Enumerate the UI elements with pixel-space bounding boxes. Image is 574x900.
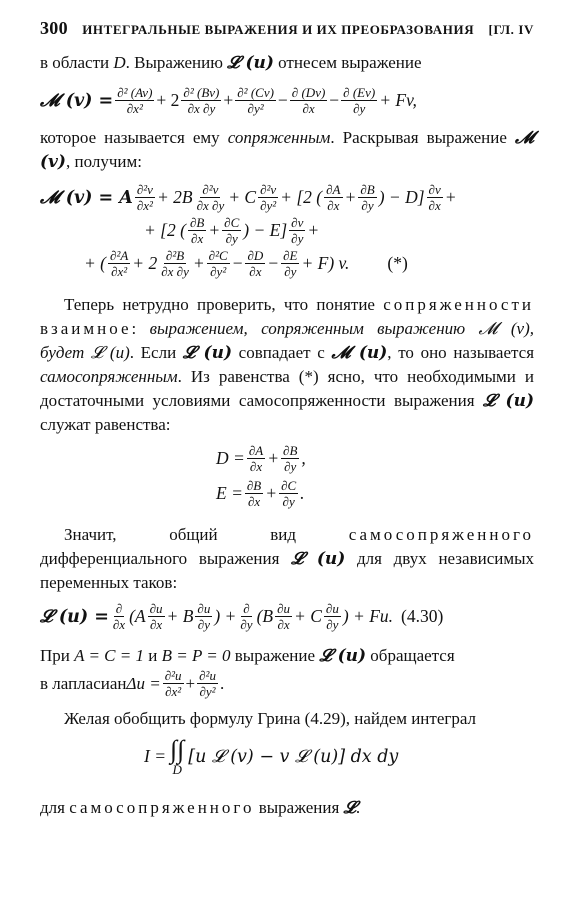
op: + C <box>294 606 322 626</box>
op: + <box>444 187 457 207</box>
op: , <box>301 448 306 468</box>
numerator: ∂u <box>197 601 211 616</box>
paragraph-1 <box>40 51 534 75</box>
numerator: ∂u <box>149 601 163 616</box>
op: − <box>277 90 288 110</box>
fraction <box>238 601 254 632</box>
fraction <box>108 248 130 279</box>
fraction <box>207 248 230 279</box>
denominator: ∂x <box>249 264 262 279</box>
text: . Выражению <box>125 53 228 72</box>
fraction <box>290 85 328 116</box>
text: При <box>40 646 75 665</box>
fraction <box>245 478 263 509</box>
text: в области <box>40 53 114 72</box>
text: дифференциального выражения <box>40 549 292 568</box>
numerator: ∂B <box>189 215 205 230</box>
equation-tag: (*) <box>387 253 408 273</box>
math-Lu: 𝓛 (u) <box>182 343 233 363</box>
eq-lhs: 𝓜 (v) = <box>40 90 114 111</box>
fraction <box>222 215 241 246</box>
numerator: ∂ <box>243 601 250 616</box>
denominator: ∂y² <box>247 101 264 116</box>
denominator: ∂x <box>247 494 261 509</box>
denominator: ∂y <box>225 231 238 246</box>
equation-integral <box>40 737 534 776</box>
math-L: 𝓛 <box>343 798 356 818</box>
fraction <box>188 215 206 246</box>
double-integral <box>170 737 184 776</box>
running-title: ИНТЕГРАЛЬНЫЕ ВЫРАЖЕНИЯ И ИХ ПРЕОБРАЗОВАНИЯ <box>82 22 475 37</box>
op: + [2 ( <box>144 220 186 240</box>
op: + <box>185 673 196 693</box>
text: выражение <box>230 646 320 665</box>
laplacian-line <box>40 668 534 699</box>
integral-sign: ∫∫ <box>170 735 185 764</box>
paragraph-3 <box>40 293 534 437</box>
numerator: ∂B <box>246 478 262 493</box>
fraction <box>235 85 276 116</box>
fraction <box>427 182 443 213</box>
math: B = P = 0 <box>161 646 231 665</box>
fraction <box>281 443 299 474</box>
equation-condition-E <box>40 478 534 509</box>
numerator: ∂²v <box>260 182 277 197</box>
eq-lhs: 𝓛 (u) = <box>40 606 109 627</box>
equation-expanded-line-2 <box>40 215 534 246</box>
paragraph-7 <box>40 707 534 731</box>
fraction <box>245 248 265 279</box>
numerator: ∂E <box>283 248 298 263</box>
math-Lu: 𝓛 (u) <box>227 53 274 73</box>
chapter-label: [ГЛ. IV <box>488 22 534 37</box>
text: . Раскрывая выражение <box>330 128 515 147</box>
emphasis: выражением, сопряженным выражению 𝓜 (v), будет 𝓛 (u) <box>40 319 534 362</box>
op: ) − E] <box>243 220 288 240</box>
op: (A <box>129 606 146 626</box>
op: ) + Fu. <box>342 606 394 626</box>
denominator: ∂y² <box>260 198 277 213</box>
paragraph-5 <box>40 644 534 668</box>
denominator: ∂x <box>249 459 263 474</box>
fraction <box>247 443 265 474</box>
math-Lu: 𝓛 (u) <box>291 549 346 569</box>
op: + B <box>166 606 194 626</box>
text: в лапласиан <box>40 673 127 693</box>
op: ) + <box>214 606 237 626</box>
op: + <box>223 90 234 110</box>
numerator: ∂D <box>247 248 264 263</box>
emphasis: сопряженным <box>227 128 331 147</box>
text: , получим: <box>65 152 142 171</box>
op: + <box>307 220 320 240</box>
fraction <box>358 182 376 213</box>
fraction <box>275 601 292 632</box>
text: Желая обобщить формулу Грина (4.29), найдем интеграл <box>64 709 477 728</box>
numerator: ∂A <box>248 443 264 458</box>
denominator: ∂x <box>112 617 126 632</box>
op: + <box>208 220 221 240</box>
text: для двух независимых переменных таков: <box>40 549 535 592</box>
denominator: ∂y <box>284 459 297 474</box>
denominator: ∂x ∂y <box>187 101 216 116</box>
paragraph-8 <box>40 796 534 820</box>
numerator: ∂²u <box>164 668 182 683</box>
denominator: ∂x <box>302 101 315 116</box>
denominator: ∂y <box>291 231 304 246</box>
fraction <box>135 182 155 213</box>
fraction <box>281 248 299 279</box>
math-Lu: 𝓛 (u) <box>483 391 534 411</box>
numerator: ∂ <box>115 601 123 616</box>
numerator: ∂B <box>283 443 298 458</box>
text: . <box>355 798 361 817</box>
numerator: ∂² (Bv) <box>183 85 220 100</box>
text: выражения <box>254 798 344 817</box>
denominator: ∂x² <box>136 198 153 213</box>
eq-lhs: D = <box>216 448 245 468</box>
fraction <box>195 182 227 213</box>
text: для <box>40 798 70 817</box>
op: . <box>300 483 305 503</box>
integral-domain: D <box>172 762 182 777</box>
text: служат равенства: <box>40 415 171 434</box>
op: − <box>329 90 340 110</box>
denominator: ∂y² <box>210 264 227 279</box>
denominator: ∂x² <box>165 684 182 699</box>
text: которое называется ему <box>40 128 228 147</box>
math-Mu: 𝓜 (u) <box>331 343 388 363</box>
fraction <box>159 248 191 279</box>
fraction <box>111 601 127 632</box>
numerator: ∂²C <box>208 248 228 263</box>
numerator: ∂u <box>325 601 339 616</box>
paragraph-2 <box>40 126 534 174</box>
spaced-emphasis: сопряженности взаимное <box>40 295 534 338</box>
op: + 2 <box>156 90 180 110</box>
fraction <box>324 601 341 632</box>
fraction <box>279 478 298 509</box>
numerator: ∂²A <box>110 248 129 263</box>
denominator: ∂x ∂y <box>196 198 225 213</box>
op: + <box>344 187 357 207</box>
denominator: ∂y <box>197 617 210 632</box>
equation-4-30 <box>40 601 534 632</box>
paragraph-4 <box>40 523 534 595</box>
op: (B <box>256 606 274 626</box>
fraction <box>341 85 377 116</box>
numerator: ∂²u <box>199 668 216 683</box>
eq-lhs: E = <box>216 483 243 503</box>
eq-lhs: I = <box>144 746 167 766</box>
numerator: ∂u <box>277 601 291 616</box>
numerator: ∂²v <box>202 182 219 197</box>
op: + ( <box>84 253 107 273</box>
math: A = C = 1 <box>74 646 144 665</box>
denominator: ∂y <box>282 494 295 509</box>
numerator: ∂ (Ev) <box>343 85 376 100</box>
running-head <box>40 18 534 39</box>
denominator: ∂y <box>361 198 374 213</box>
op: + 2B <box>156 187 193 207</box>
math-Mv: 𝓜 (v) <box>40 128 534 172</box>
denominator: ∂y <box>284 264 297 279</box>
fraction <box>163 668 184 699</box>
math-Lu: 𝓛 (u) <box>319 646 367 666</box>
op: + <box>192 253 205 273</box>
numerator: ∂²v <box>136 182 153 197</box>
equation-adjoint-def <box>40 85 534 116</box>
numerator: ∂A <box>326 182 341 197</box>
op: + C <box>228 187 257 207</box>
page-number: 300 <box>40 18 68 38</box>
spaced-emphasis: самосопряженного <box>69 798 255 817</box>
denominator: ∂x² <box>126 101 143 116</box>
fraction <box>197 668 218 699</box>
text: и <box>143 646 162 665</box>
fraction <box>258 182 278 213</box>
numerator: ∂v <box>428 182 441 197</box>
denominator: ∂x <box>277 617 290 632</box>
numerator: ∂² (Cv) <box>237 85 274 100</box>
eq-lhs: 𝓜 (v) = A <box>40 187 133 208</box>
denominator: ∂x <box>428 198 441 213</box>
fraction <box>115 85 154 116</box>
equation-tag: (4.30) <box>401 606 444 626</box>
eq-tail: + Fv, <box>379 90 417 110</box>
denominator: ∂x <box>191 231 204 246</box>
op: . <box>219 673 225 693</box>
fraction <box>289 215 305 246</box>
numerator: ∂C <box>224 215 240 230</box>
fraction <box>148 601 165 632</box>
denominator: ∂x ∂y <box>161 264 189 279</box>
denominator: ∂x² <box>111 264 128 279</box>
numerator: ∂²B <box>165 248 185 263</box>
equation-condition-D <box>40 443 534 474</box>
text: совпадает с <box>232 343 332 362</box>
integrand: [u 𝓛 (v) − v 𝓛 (u)] dx dy <box>188 746 399 767</box>
math-D: D <box>113 53 126 72</box>
fraction <box>195 601 212 632</box>
op: + 2 <box>132 253 158 273</box>
op: − <box>231 253 244 273</box>
fraction <box>181 85 221 116</box>
denominator: ∂y <box>240 617 253 632</box>
text: Теперь нетрудно проверить, что понятие <box>64 295 384 314</box>
text: . Если <box>129 343 183 362</box>
equation-expanded-line-3 <box>40 248 534 279</box>
numerator: ∂ (Dv) <box>291 85 326 100</box>
denominator: ∂x <box>327 198 340 213</box>
text: . Из равенства (*) ясно, что необходимыми и достаточными условиями самосопряженности выражения <box>40 367 534 410</box>
op: − <box>267 253 280 273</box>
text: : <box>131 319 150 338</box>
fraction <box>324 182 342 213</box>
math: Δu = <box>126 673 161 693</box>
numerator: ∂C <box>281 478 297 493</box>
numerator: ∂v <box>291 215 304 230</box>
text: Значит, общий вид <box>64 525 349 544</box>
equation-expanded-line-1 <box>40 182 534 213</box>
numerator: ∂² (Av) <box>117 85 153 100</box>
denominator: ∂y <box>326 617 339 632</box>
denominator: ∂y² <box>199 684 216 699</box>
op: + <box>265 483 278 503</box>
op: + <box>267 448 280 468</box>
numerator: ∂B <box>360 182 375 197</box>
op: + F) v. <box>301 253 350 273</box>
denominator: ∂x <box>149 617 163 632</box>
spaced-emphasis: самосопряженного <box>348 525 534 544</box>
denominator: ∂y <box>353 101 366 116</box>
text: обращается <box>366 646 455 665</box>
text: , то оно называется <box>387 343 535 362</box>
text: отнесем выражение <box>273 53 422 72</box>
op: ) − D] <box>378 187 425 207</box>
emphasis: самосопряженным <box>40 367 178 386</box>
op: + [2 ( <box>280 187 323 207</box>
